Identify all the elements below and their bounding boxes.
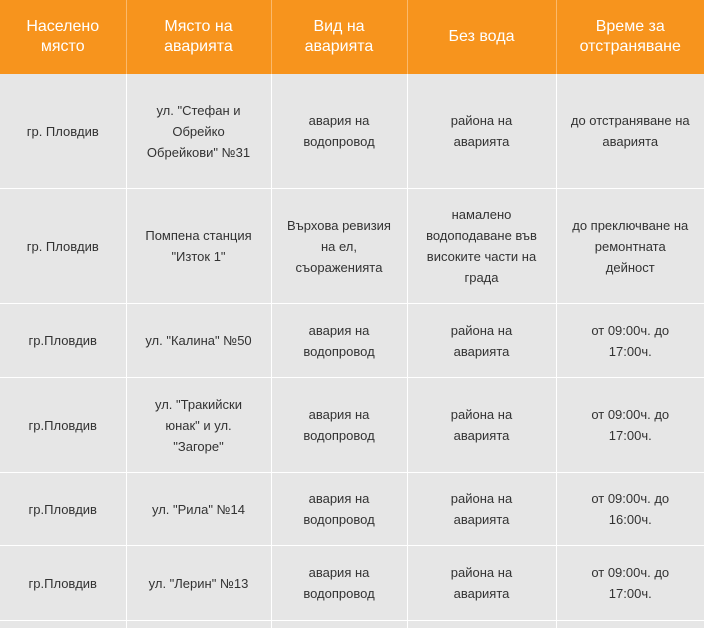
header-type: Вид на аварията <box>271 0 407 74</box>
table-row <box>0 74 704 189</box>
cell-repair-time: от 09:00ч. до 17:00ч. <box>556 304 704 378</box>
table-row <box>0 473 704 546</box>
cell-settlement: гр.Пловдив <box>0 378 126 473</box>
table-body <box>0 74 704 628</box>
cell-settlement: гр.Пловдив <box>0 473 126 546</box>
cell-type: авария на водопровод <box>271 304 407 378</box>
cell-repair-time: от 09:00ч. до 16:00ч. <box>556 473 704 546</box>
cell-no-water: намалено водоподаване във високите части на града <box>407 189 556 304</box>
cell-settlement: гр.Пловдив <box>0 304 126 378</box>
cell-no-water: района на аварията <box>407 473 556 546</box>
header-row <box>0 0 704 74</box>
cell-empty <box>556 621 704 628</box>
header-repair-time: Време за отстраняване <box>556 0 704 74</box>
cell-type: авария на водопровод <box>271 378 407 473</box>
cell-no-water: района на аварията <box>407 74 556 189</box>
cell-settlement: гр. Пловдив <box>0 189 126 304</box>
cell-repair-time: от 09:00ч. до 17:00ч. <box>556 378 704 473</box>
cell-repair-time: до преключване на ремонтната дейност <box>556 189 704 304</box>
table-header <box>0 0 704 74</box>
cell-location: ул. "Тракийски юнак" и ул. "Загоре" <box>126 378 271 473</box>
table-row-partial <box>0 621 704 628</box>
cell-repair-time: от 09:00ч. до 17:00ч. <box>556 546 704 621</box>
cell-location: ул. "Калина" №50 <box>126 304 271 378</box>
cell-repair-time: до отстраняване на аварията <box>556 74 704 189</box>
table-row <box>0 546 704 621</box>
table-row <box>0 189 704 304</box>
cell-empty <box>126 621 271 628</box>
header-settlement: Населено място <box>0 0 126 74</box>
cell-empty <box>407 621 556 628</box>
header-location: Място на аварията <box>126 0 271 74</box>
cell-location: ул. "Лерин" №13 <box>126 546 271 621</box>
cell-type: авария на водопровод <box>271 546 407 621</box>
cell-type: авария на водопровод <box>271 74 407 189</box>
header-no-water: Без вода <box>407 0 556 74</box>
table-row <box>0 304 704 378</box>
cell-no-water: района на аварията <box>407 304 556 378</box>
cell-settlement: гр.Пловдив <box>0 546 126 621</box>
cell-settlement: гр. Пловдив <box>0 74 126 189</box>
cell-location: ул. "Стефан и Обрейко Обрейкови" №31 <box>126 74 271 189</box>
cell-no-water: района на аварията <box>407 546 556 621</box>
cell-no-water: района на аварията <box>407 378 556 473</box>
cell-empty <box>0 621 126 628</box>
cell-location: ул. "Рила" №14 <box>126 473 271 546</box>
cell-location: Помпена станция "Изток 1" <box>126 189 271 304</box>
cell-type: Върхова ревизия на ел, съоражениятa <box>271 189 407 304</box>
cell-empty <box>271 621 407 628</box>
table-row <box>0 378 704 473</box>
cell-type: авария на водопровод <box>271 473 407 546</box>
